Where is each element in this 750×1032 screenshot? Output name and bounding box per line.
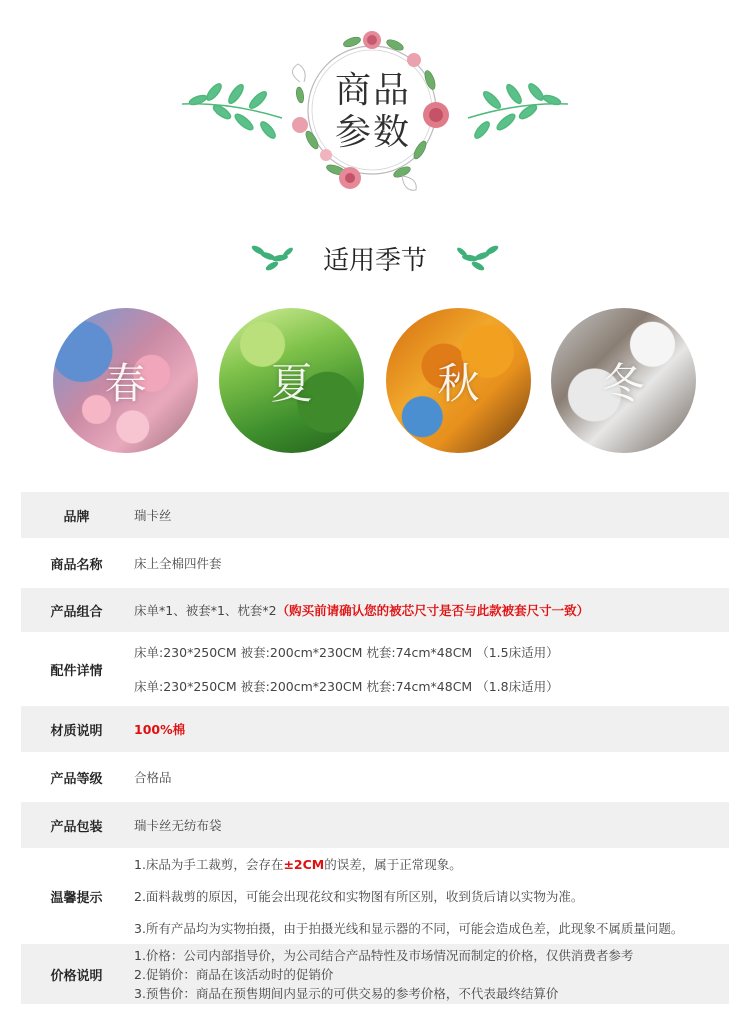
row-value: [132, 848, 729, 944]
row-label: 材质说明: [50, 723, 103, 739]
grade-value: 合格品: [134, 770, 172, 785]
row-tips: [21, 848, 729, 944]
row-value: [132, 802, 729, 848]
parts-line-2: 床单:230*250CM 被套:200cm*230CM 枕套:74cm*48CM （1.8床适用）: [134, 679, 559, 694]
row-value: [132, 492, 729, 538]
title-line-2: 参数: [334, 112, 411, 153]
season-list: [0, 308, 750, 454]
row-combo: [21, 588, 729, 632]
season-header: [0, 236, 750, 280]
left-leaf-ornament-icon: [250, 244, 294, 272]
tip-line-1-suffix: 的误差，属于正常现象。: [324, 857, 462, 872]
package-value: 瑞卡丝无纺布袋: [134, 818, 222, 833]
row-value: [132, 706, 729, 752]
combo-warning-note: （购买前请确认您的被芯尺寸是否与此款被套尺寸一致）: [276, 603, 590, 618]
row-value: [132, 944, 729, 1004]
row-value: [132, 632, 729, 706]
brand-value: 瑞卡丝: [134, 508, 172, 523]
row-parts-detail: [21, 632, 729, 706]
left-leaf-sprig-icon: [182, 82, 282, 140]
right-leaf-ornament-icon: [456, 244, 500, 272]
row-value: [132, 588, 729, 632]
row-grade: [21, 752, 729, 802]
tip-tolerance-highlight: ±2CM: [283, 857, 325, 872]
season-autumn-image: [386, 308, 531, 453]
row-material: [21, 706, 729, 752]
season-winter-image: [551, 308, 696, 453]
combo-value: 床单*1、被套*1、枕套*2: [134, 603, 277, 618]
row-label: 产品组合: [50, 604, 103, 620]
season-summer-image: [219, 308, 364, 453]
material-value: 100%棉: [134, 722, 186, 737]
tip-line-2: 2.面料裁剪的原因，可能会出现花纹和实物图有所区别，收到货后请以实物为准。: [134, 889, 584, 904]
combo-line: [134, 601, 729, 619]
parameter-table: [21, 492, 729, 1004]
tip-line-1: [134, 855, 729, 873]
row-price: [21, 944, 729, 1004]
row-label: 产品等级: [50, 771, 103, 787]
product-name-value: 床上全棉四件套: [134, 556, 222, 571]
row-value: [132, 752, 729, 802]
price-line-1: 1.价格：公司内部指导价，为公司结合产品特性及市场情况而制定的价格，仅供消费者参考: [134, 948, 634, 963]
title-line-1: 商品: [334, 70, 411, 111]
tip-line-1-text: 1.床品为手工裁剪，会存在: [134, 857, 284, 872]
row-value: [132, 538, 729, 588]
parts-line-1: 床单:230*250CM 被套:200cm*230CM 枕套:74cm*48CM （1.5床适用）: [134, 645, 559, 660]
tip-line-3: 3.所有产品均为实物拍摄，由于拍摄光线和显示器的不同，可能会造成色差，此现象不属质量问题。: [134, 921, 684, 936]
row-label: 品牌: [63, 509, 90, 525]
row-brand: [21, 492, 729, 538]
season-summer-label: 夏: [270, 358, 313, 408]
season-spring-label: 春: [104, 358, 147, 408]
season-winter-label: 冬: [602, 358, 645, 408]
row-label: 商品名称: [50, 557, 103, 573]
season-section-title: 适用季节: [322, 246, 427, 276]
row-label: 产品包装: [50, 819, 103, 835]
header-emblem: [0, 0, 750, 215]
season-spring-image: [53, 308, 198, 453]
price-line-3: 3.预售价：商品在预售期间内显示的可供交易的参考价格，不代表最终结算价: [134, 986, 559, 1001]
season-autumn-label: 秋: [437, 358, 480, 408]
price-line-2: 2.促销价：商品在该活动时的促销价: [134, 967, 334, 982]
right-leaf-sprig-icon: [468, 82, 568, 140]
row-label: 价格说明: [50, 968, 103, 984]
row-label: 配件详情: [50, 663, 103, 679]
row-label: 温馨提示: [50, 890, 103, 906]
row-package: [21, 802, 729, 848]
page-title: [318, 70, 428, 154]
row-product-name: [21, 538, 729, 588]
